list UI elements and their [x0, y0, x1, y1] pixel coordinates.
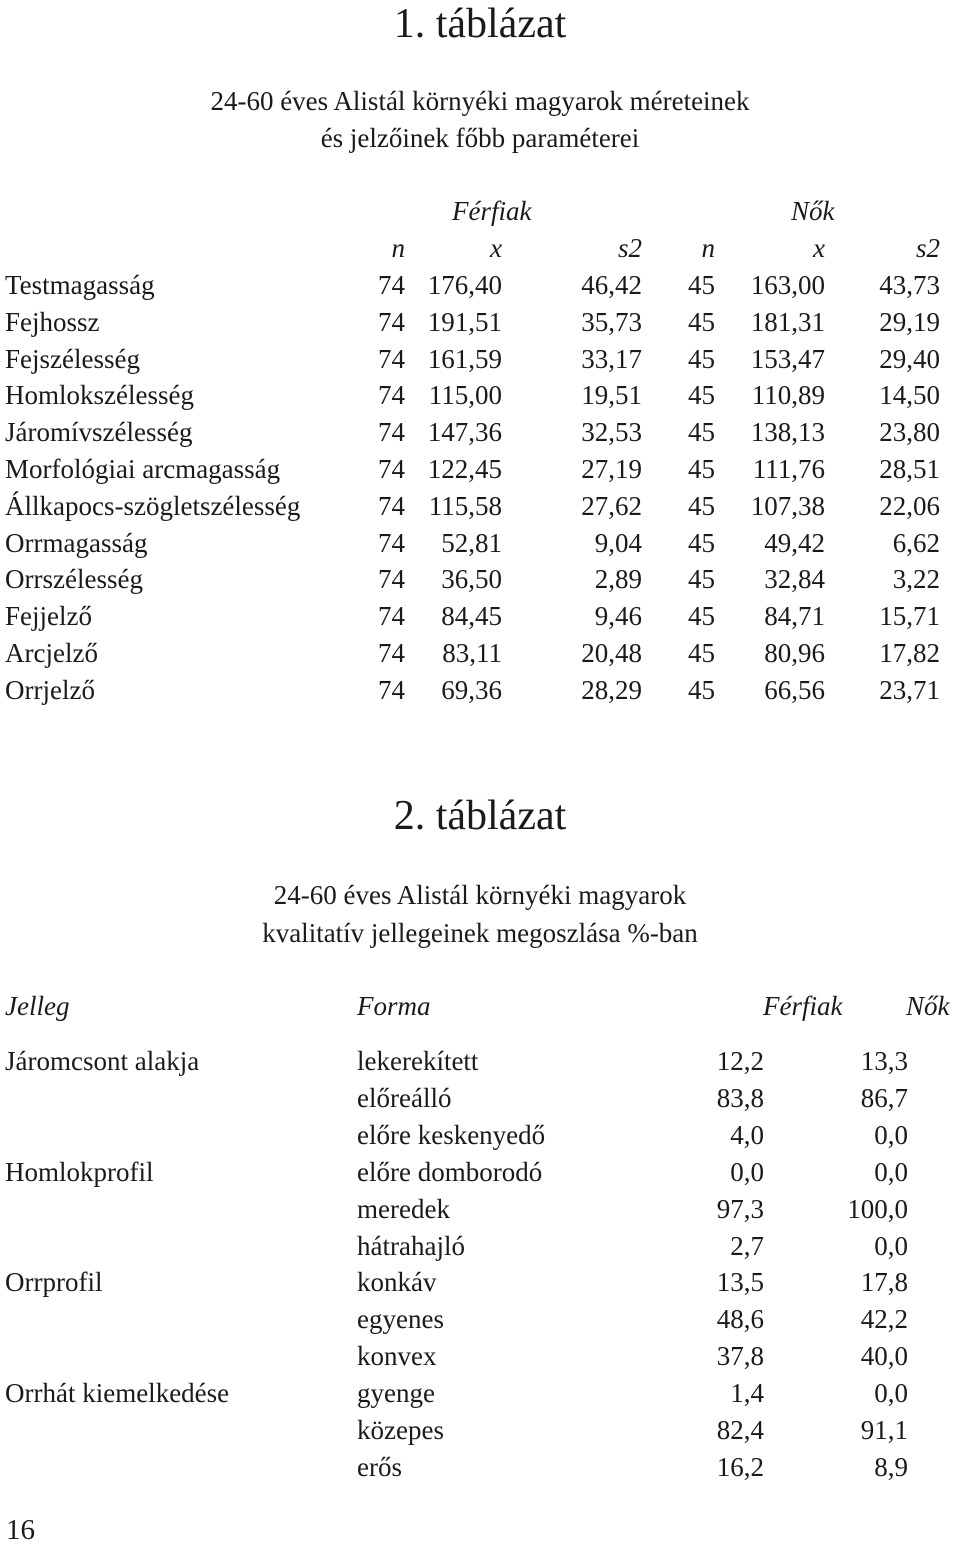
- women-value: 0,0: [874, 1119, 908, 1150]
- table-row: [0, 1228, 960, 1264]
- row-label: Fejjelző: [5, 601, 92, 632]
- women-value: 86,7: [860, 1082, 908, 1113]
- row-label: Homlokszélesség: [5, 380, 194, 411]
- table-cell: 45: [688, 417, 715, 448]
- header-men: Férfiak: [763, 991, 843, 1021]
- table-cell: 66,56: [764, 674, 825, 705]
- table-row: [0, 451, 960, 487]
- table-cell: 74: [378, 380, 405, 411]
- table-cell: 147,36: [427, 417, 502, 448]
- table-cell: 28,51: [879, 454, 940, 484]
- row-label: Arcjelző: [5, 638, 98, 668]
- table-cell: 28,29: [581, 674, 642, 705]
- trait-label: Orrprofil: [5, 1267, 103, 1298]
- table-cell: 29,19: [879, 306, 940, 337]
- table-cell: 6,62: [892, 527, 940, 558]
- table-cell: 33,17: [581, 343, 642, 374]
- table-cell: 2,89: [594, 564, 642, 595]
- table-cell: 35,73: [581, 306, 642, 337]
- table-cell: 74: [378, 638, 405, 668]
- table-row: [0, 1117, 960, 1153]
- table1-subtitle-line1: 24-60 éves Alistál környéki magyarok méreteinek: [210, 86, 750, 116]
- column-header: s2: [617, 233, 642, 263]
- women-value: 8,9: [874, 1451, 908, 1482]
- form-label: előre domborodó: [357, 1156, 543, 1187]
- table-row: [0, 525, 960, 561]
- women-value: 13,3: [860, 1046, 908, 1076]
- men-value: 83,8: [716, 1082, 764, 1113]
- table-cell: 84,71: [764, 601, 825, 632]
- men-value: 13,5: [716, 1267, 764, 1298]
- row-label: Fejszélesség: [5, 343, 140, 374]
- table-row: [0, 635, 960, 671]
- table-cell: 83,11: [442, 638, 502, 668]
- table-row: [0, 1154, 960, 1190]
- row-label: Testmagasság: [5, 270, 155, 300]
- column-header: s2: [915, 233, 940, 263]
- table1-column-header: [0, 230, 960, 266]
- group-men-label: Férfiak: [452, 196, 532, 226]
- table-cell: 45: [688, 564, 715, 595]
- table-cell: 115,58: [428, 490, 502, 521]
- women-value: 100,0: [847, 1193, 908, 1224]
- men-value: 82,4: [716, 1415, 764, 1445]
- table-cell: 111,76: [752, 454, 825, 484]
- table-cell: 74: [378, 601, 405, 632]
- form-label: meredek: [357, 1193, 450, 1224]
- table-cell: 191,51: [427, 306, 502, 337]
- table-row: [0, 1412, 960, 1448]
- women-value: 0,0: [874, 1378, 908, 1409]
- row-label: Állkapocs-szögletszélesség: [5, 490, 301, 521]
- table-cell: 27,62: [581, 490, 642, 521]
- row-label: Morfológiai arcmagasság: [5, 454, 281, 484]
- men-value: 97,3: [716, 1193, 764, 1224]
- table-cell: 161,59: [427, 343, 502, 374]
- table-cell: 74: [378, 454, 405, 484]
- form-label: konkáv: [357, 1267, 437, 1298]
- table-cell: 74: [378, 417, 405, 448]
- table-row: [0, 377, 960, 413]
- column-header: x: [490, 233, 502, 263]
- form-label: gyenge: [357, 1378, 435, 1409]
- table-cell: 45: [688, 454, 715, 484]
- header-trait: Jelleg: [5, 991, 70, 1021]
- table-cell: 49,42: [764, 527, 825, 558]
- men-value: 48,6: [716, 1304, 764, 1335]
- table-cell: 46,42: [581, 270, 642, 300]
- header-form: Forma: [357, 991, 431, 1021]
- table2-header: [0, 988, 960, 1024]
- group-women-label: Nők: [791, 196, 835, 226]
- table-cell: 45: [688, 270, 715, 300]
- table2-title: 2. táblázat: [393, 793, 567, 839]
- table-cell: 115,00: [428, 380, 502, 411]
- women-value: 42,2: [860, 1304, 908, 1335]
- table-cell: 9,04: [594, 527, 642, 558]
- table1-title: 1. táblázat: [393, 1, 567, 47]
- form-label: egyenes: [357, 1304, 444, 1335]
- table-cell: 74: [378, 270, 405, 300]
- table-cell: 74: [378, 306, 405, 337]
- women-value: 0,0: [874, 1156, 908, 1187]
- table-row: [0, 488, 960, 524]
- women-value: 17,8: [860, 1267, 908, 1298]
- table-row: [0, 672, 960, 708]
- table-row: [0, 267, 960, 303]
- trait-label: Járomcsont alakja: [5, 1046, 200, 1076]
- page-number: 16: [6, 1514, 35, 1546]
- men-value: 4,0: [730, 1119, 764, 1150]
- table-cell: 122,45: [427, 454, 502, 484]
- column-header: x: [813, 233, 825, 263]
- table-cell: 32,84: [764, 564, 825, 595]
- table2-subtitle-line2: kvalitatív jellegeinek megoszlása %-ban: [262, 918, 698, 948]
- table-cell: 110,89: [751, 380, 825, 411]
- table-cell: 74: [378, 674, 405, 705]
- table-row: [0, 304, 960, 340]
- form-label: konvex: [357, 1341, 437, 1372]
- table-cell: 20,48: [581, 638, 642, 668]
- table-cell: 15,71: [879, 601, 940, 632]
- table-row: [0, 414, 960, 450]
- row-label: Fejhossz: [5, 306, 100, 337]
- table-cell: 45: [688, 674, 715, 705]
- table-cell: 153,47: [750, 343, 825, 374]
- table1-group-header: [0, 193, 960, 229]
- table-cell: 107,38: [750, 490, 825, 521]
- table-cell: 45: [688, 380, 715, 411]
- table-cell: 36,50: [441, 564, 502, 595]
- table-row: [0, 1080, 960, 1116]
- table-cell: 3,22: [892, 564, 940, 595]
- table-cell: 45: [688, 306, 715, 337]
- table1-subtitle-line2: és jelzőinek főbb paraméterei: [320, 123, 640, 153]
- women-value: 0,0: [874, 1230, 908, 1261]
- form-label: előre keskenyedő: [357, 1119, 546, 1150]
- form-label: közepes: [357, 1415, 444, 1445]
- row-label: Orrszélesség: [5, 564, 143, 595]
- table-row: [0, 1191, 960, 1227]
- table-cell: 52,81: [441, 527, 502, 558]
- table-cell: 14,50: [879, 380, 940, 411]
- table-cell: 69,36: [441, 674, 502, 705]
- table-cell: 138,13: [750, 417, 825, 448]
- column-header: n: [391, 233, 405, 263]
- women-value: 91,1: [860, 1415, 908, 1445]
- table-cell: 23,80: [879, 417, 940, 448]
- table-cell: 84,45: [441, 601, 502, 632]
- men-value: 0,0: [730, 1156, 764, 1187]
- men-value: 12,2: [716, 1046, 764, 1076]
- table-cell: 19,51: [581, 380, 642, 411]
- men-value: 37,8: [716, 1341, 764, 1372]
- table-row: [0, 561, 960, 597]
- table-row: [0, 1264, 960, 1300]
- men-value: 16,2: [716, 1451, 764, 1482]
- table-cell: 23,71: [879, 674, 940, 705]
- table-cell: 43,73: [879, 270, 940, 300]
- table-row: [0, 598, 960, 634]
- table-cell: 74: [378, 527, 405, 558]
- table-row: [0, 1338, 960, 1374]
- table-row: [0, 1375, 960, 1411]
- table-cell: 9,46: [594, 601, 642, 632]
- table-cell: 176,40: [427, 270, 502, 300]
- table-row: [0, 1301, 960, 1337]
- men-value: 2,7: [730, 1230, 764, 1261]
- row-label: Orrmagasság: [5, 527, 148, 558]
- men-value: 1,4: [730, 1378, 764, 1409]
- row-label: Orrjelző: [5, 674, 95, 705]
- table-cell: 45: [688, 638, 715, 668]
- form-label: erős: [357, 1451, 402, 1482]
- table-cell: 45: [688, 601, 715, 632]
- table-cell: 32,53: [581, 417, 642, 448]
- table-cell: 45: [688, 527, 715, 558]
- table-cell: 45: [688, 343, 715, 374]
- trait-label: Orrhát kiemelkedése: [5, 1378, 230, 1409]
- table-cell: 80,96: [764, 638, 825, 668]
- form-label: lekerekített: [357, 1046, 479, 1076]
- table-cell: 74: [378, 490, 405, 521]
- trait-label: Homlokprofil: [5, 1156, 154, 1187]
- table-cell: 163,00: [750, 270, 825, 300]
- table-cell: 181,31: [750, 306, 825, 337]
- form-label: hátrahajló: [357, 1230, 465, 1261]
- women-value: 40,0: [860, 1341, 908, 1372]
- table-row: [0, 1449, 960, 1485]
- table-row: [0, 1043, 960, 1079]
- table2-subtitle-line1: 24-60 éves Alistál környéki magyarok: [273, 880, 687, 910]
- table-row: [0, 341, 960, 377]
- table-cell: 17,82: [879, 638, 940, 668]
- table-cell: 74: [378, 343, 405, 374]
- header-women: Nők: [906, 991, 950, 1021]
- table-cell: 29,40: [879, 343, 940, 374]
- table-cell: 27,19: [581, 454, 642, 484]
- form-label: előreálló: [357, 1082, 452, 1113]
- row-label: Járomívszélesség: [5, 417, 193, 448]
- table-cell: 74: [378, 564, 405, 595]
- table-cell: 22,06: [879, 490, 940, 521]
- column-header: n: [701, 233, 715, 263]
- table-cell: 45: [688, 490, 715, 521]
